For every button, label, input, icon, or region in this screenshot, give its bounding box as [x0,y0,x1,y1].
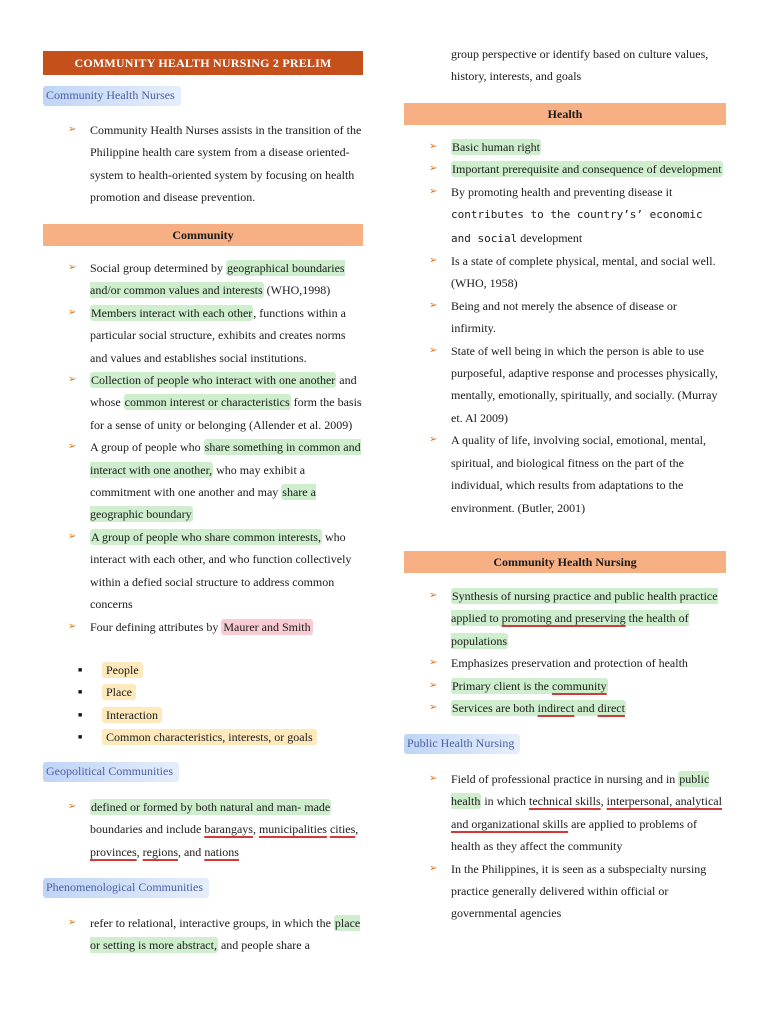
list-item: ➢ Synthesis of nursing practice and public health practice applied to promoting and preserving the health of populations [429,585,724,652]
list-item: ➢ Important prerequisite and consequence of development [429,158,724,180]
list-item: ➢ A quality of life, involving social, emotional, mental, spiritual, and biological fitness on the part of the individual, which results from adaptations to the environment. (Butler, 2001) [429,429,724,519]
arrow-bullet-icon: ➢ [429,590,438,601]
heading-phenomenological-communities: Phenomenological Communities [43,878,209,898]
highlight: share something in common and interact with one another, [90,440,361,477]
list-item: ➢ refer to relational, interactive groups, in which the place or setting is more abstract, and people share a [68,912,363,957]
arrow-bullet-icon: ➢ [429,163,438,175]
arrow-bullet-icon: ➢ [429,344,438,356]
arrow-bullet-icon: ➢ [68,306,77,318]
geopolitical-list [68,796,363,863]
list-item: ➢ A group of people who share something in common and interact with one another, who may exhibit a commitment with one another and may share a geographic boundary [68,436,363,526]
arrow-bullet-icon: ➢ [429,679,438,691]
chn-list [429,585,724,719]
phenomenological-list [68,912,363,957]
list-item: ➢ Being and not merely the absence of disease or infirmity. [429,295,724,340]
list-item: ➢ Basic human right [429,136,724,158]
list-item: ■ Common characteristics, interests, or goals [68,726,363,748]
list-item: ➢ Collection of people who interact with one another and whose common interest or characteristics form the basis for a sense of unity or belonging (Allender et al. 2009) [68,369,363,436]
arrow-bullet-icon: ➢ [68,801,77,812]
list-item: ■ People [68,659,363,681]
square-bullet-icon: ■ [78,710,83,719]
heading-community-health-nurses: Community Health Nurses [43,86,181,106]
section-header-community: Community [43,224,363,246]
list-item: ➢ defined or formed by both natural and man- made boundaries and include barangays, municipalities cities, provinces, regions, and nations [68,796,363,863]
arrow-bullet-icon: ➢ [429,185,438,197]
chn-intro-list [68,119,363,209]
attributes-list [68,659,363,749]
arrow-bullet-icon: ➢ [68,124,77,135]
list-item: ➢ Social group determined by geographical boundaries and/or common values and interests (WHO,1998) [68,257,363,302]
square-bullet-icon: ■ [78,666,83,674]
arrow-bullet-icon: ➢ [429,434,438,446]
phn-list [429,768,724,925]
square-bullet-icon: ■ [78,733,83,742]
highlight: geographical boundaries and/or common values and interests [90,261,345,298]
highlight: Maurer and Smith [223,619,311,634]
arrow-bullet-icon: ➢ [68,262,77,273]
arrow-bullet-icon: ➢ [429,657,438,669]
arrow-bullet-icon: ➢ [68,441,77,453]
square-bullet-icon: ■ [78,688,83,697]
section-header-community-health-nursing: Community Health Nursing [404,551,726,573]
arrow-bullet-icon: ➢ [68,620,77,632]
heading-public-health-nursing: Public Health Nursing [404,734,520,754]
section-header-health: Health [404,103,726,125]
arrow-bullet-icon: ➢ [429,702,438,714]
arrow-bullet-icon: ➢ [429,773,438,784]
highlight: share a geographic boundary [90,485,316,522]
list-item: ➢ Services are both indirect and direct [429,697,724,719]
health-list [429,136,724,519]
highlight: common interest or characteristics [124,395,290,410]
list-item: ➢ Members interact with each other, functions within a particular social structure, exhibits and creates norms and values and establishes social institutions. [68,302,363,369]
document-title: COMMUNITY HEALTH NURSING 2 PRELIM [43,51,363,75]
list-item: ■ Interaction [68,704,363,726]
list-item: ■ Place [68,681,363,703]
list-item: ➢ By promoting health and preventing disease it contributes to the country’s’ economic and social development [429,181,724,250]
arrow-bullet-icon: ➢ [429,255,438,267]
list-item: ➢ Four defining attributes by Maurer and Smith [68,616,363,638]
list-item: ➢ Emphasizes preservation and protection of health [429,652,724,674]
list-item: ➢ Primary client is the community [429,675,724,697]
highlight: A group of people who share common interests, [91,529,321,544]
heading-geopolitical-communities: Geopolitical Communities [43,762,179,782]
highlight: Collection of people who interact with one another [91,373,336,388]
highlight: Members interact with each other [91,305,253,320]
arrow-bullet-icon: ➢ [429,862,438,874]
list-item: ➢ Is a state of complete physical, mental, and social well. (WHO, 1958) [429,250,724,295]
community-list [68,257,363,638]
list-item: ➢ In the Philippines, it is seen as a subspecialty nursing practice generally delivered within official or governmental agencies [429,858,724,925]
list-item: ➢ A group of people who share common interests, who interact with each other, and who function collectively within a defied social structure to address common concerns [68,526,363,616]
arrow-bullet-icon: ➢ [68,530,77,542]
list-item: ➢ Community Health Nurses assists in the transition of the Philippine health care system from a disease oriented-system to health-oriented system by focusing on health promotion and disease prevention. [68,119,363,209]
arrow-bullet-icon: ➢ [429,141,438,152]
list-item: ➢ State of well being in which the person is able to use purposeful, adaptive response and processes physically, mentally, emotionally, spiritually, and socially. (Murray et. Al 2009) [429,340,724,430]
continued-text: group perspective or identify based on culture values, history, interests, and goals [451,47,709,84]
list-item: ➢ Field of professional practice in nursing and in public health in which technical skills, interpersonal, analytical and organizational skills are applied to problems of health as they affect the community [429,768,724,858]
arrow-bullet-icon: ➢ [429,299,438,311]
arrow-bullet-icon: ➢ [68,917,77,928]
arrow-bullet-icon: ➢ [68,374,77,386]
